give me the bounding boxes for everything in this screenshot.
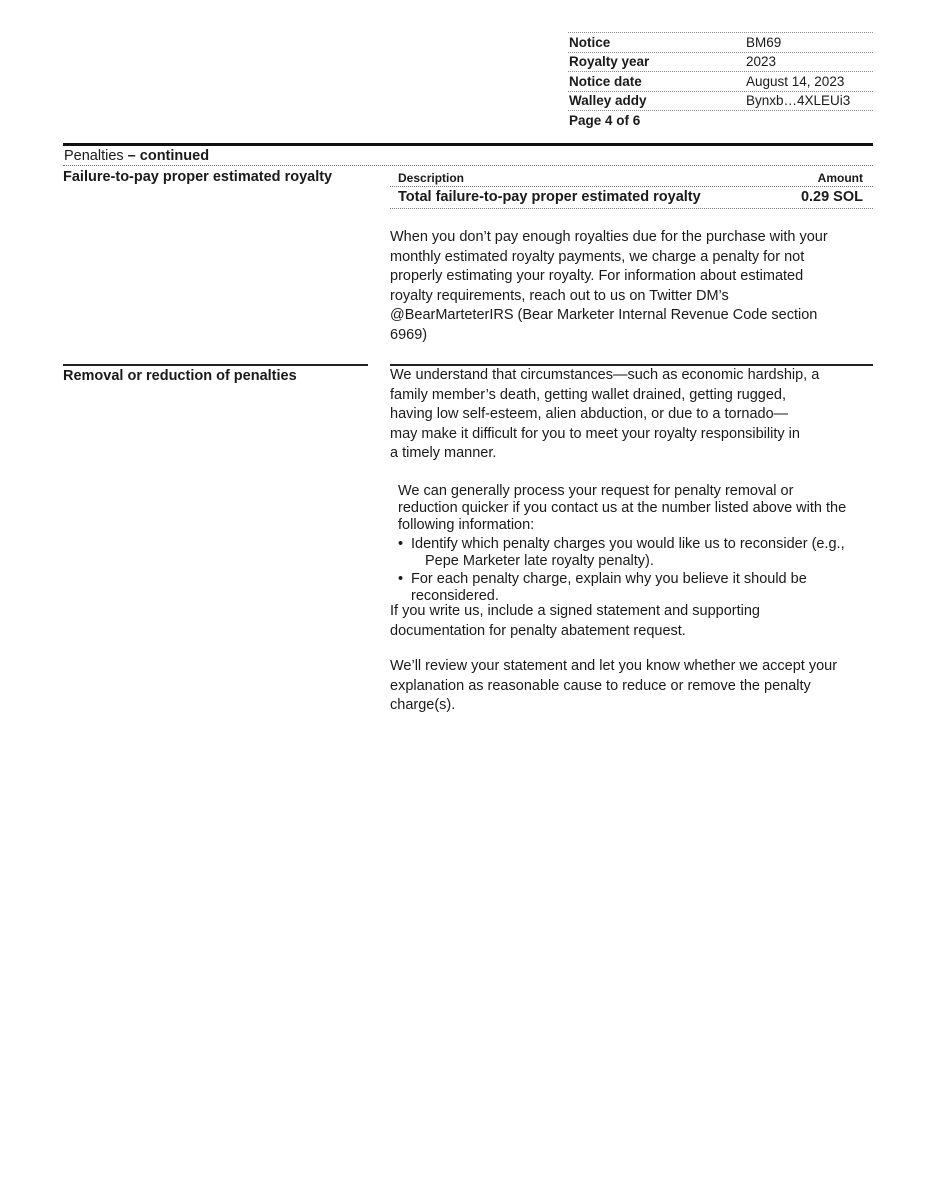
text-line: having low self-esteem, alien abduction, or due to a tornado— [390, 406, 789, 423]
text-line: Identify which penalty charges you would like us to reconsider (e.g., [411, 536, 845, 552]
removal-left-rule [63, 364, 368, 366]
info-row-royalty-year [568, 52, 873, 72]
text-line: Pepe Marketer late royalty penalty). [425, 553, 654, 569]
column-description: Description [398, 171, 465, 185]
text-line: reduction quicker if you contact us at the number listed above with the [398, 500, 847, 516]
info-row-page [568, 110, 873, 130]
text-line: If you write us, include a signed statement and supporting [390, 603, 760, 619]
text-line: properly estimating your royalty. For information about estimated [390, 268, 804, 285]
info-label: Walley addy [569, 93, 647, 109]
info-label: Notice date [569, 73, 642, 89]
text-line: We’ll review your statement and let you know whether we accept your [390, 658, 838, 674]
text-line: 6969) [390, 326, 428, 343]
text-line: We can generally process your request for penalty removal or [398, 483, 794, 499]
text-line: following information: [398, 517, 535, 533]
text-line: royalty requirements, reach out to us on Twitter DM’s [390, 287, 729, 304]
table-total-rule [390, 208, 873, 209]
failure-to-pay-explanation [390, 228, 860, 346]
info-value: 2023 [746, 54, 777, 70]
total-label: Total failure-to-pay proper estimated royalty [398, 189, 701, 205]
info-value: BM69 [746, 34, 782, 50]
text-line: @BearMarteterIRS (Bear Marketer Internal Revenue Code section [390, 307, 818, 324]
removal-write-us [390, 601, 860, 641]
info-row-notice [568, 32, 873, 52]
info-label: Notice [569, 34, 611, 50]
table-header-rule [390, 186, 873, 187]
info-value: Bynxb…4XLEUi3 [746, 93, 851, 109]
list-item [398, 536, 868, 570]
bullet-icon: • [398, 571, 404, 587]
info-row-notice-date [568, 71, 873, 91]
text-line: family member’s death, getting wallet drained, getting rugged, [390, 386, 787, 403]
info-row-wallet-address [568, 91, 873, 111]
text-line: When you don’t pay enough royalties due for the purchase with your [390, 229, 828, 245]
section-continued: – continued [123, 148, 210, 164]
text-line: charge(s). [390, 697, 456, 714]
section-dotted-rule [63, 165, 873, 166]
section-heading [64, 148, 209, 164]
text-line: We understand that circumstances—such as economic hardship, a [390, 367, 820, 383]
text-line: documentation for penalty abatement request. [390, 623, 686, 639]
text-line: explanation as reasonable cause to reduce or remove the penalty [390, 677, 811, 694]
bullet-icon: • [398, 536, 404, 552]
failure-to-pay-label: Failure-to-pay proper estimated royalty [63, 169, 333, 185]
column-amount: Amount [817, 171, 863, 185]
text-line: may make it difficult for you to meet your royalty responsibility in [390, 425, 800, 442]
text-line: reconsidered. [411, 588, 499, 604]
info-label: Royalty year [569, 54, 650, 70]
removal-intro [390, 366, 860, 464]
removal-process-text [398, 483, 873, 534]
text-line: a timely manner. [390, 445, 497, 462]
removal-label: Removal or reduction of penalties [63, 368, 297, 384]
text-line: monthly estimated royalty payments, we charge a penalty for not [390, 248, 805, 265]
notice-info-table [568, 32, 873, 130]
page-number: Page 4 of 6 [569, 112, 641, 128]
removal-review [390, 657, 860, 716]
removal-requirements-list [398, 536, 868, 606]
text-line: For each penalty charge, explain why you believe it should be [411, 571, 807, 587]
total-amount: 0.29 SOL [800, 189, 863, 205]
section-title: Penalties [64, 148, 124, 164]
section-top-rule [63, 143, 873, 146]
info-value: August 14, 2023 [746, 73, 845, 89]
list-item [398, 571, 868, 605]
